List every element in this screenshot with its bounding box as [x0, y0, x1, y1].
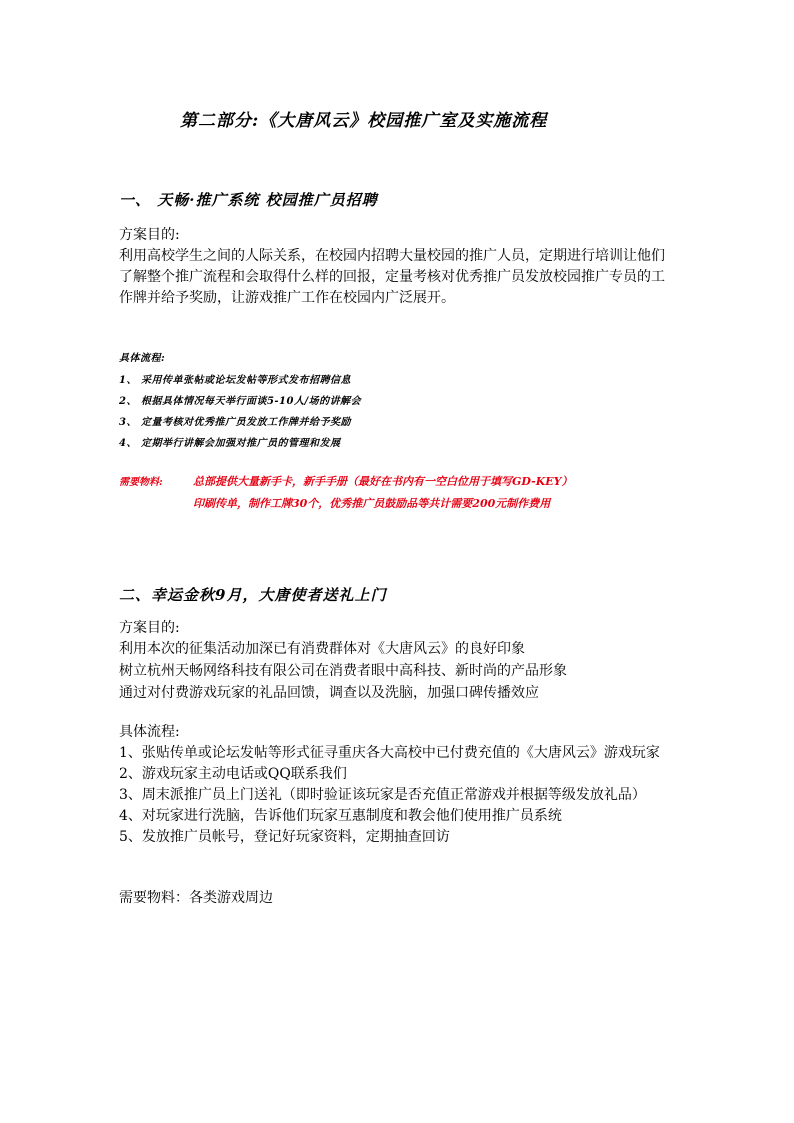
section1-process-item: 4、 定期举行讲解会加强对推广员的管理和发展	[119, 438, 341, 449]
section2-process-label: 具体流程:	[119, 724, 180, 740]
section2-heading: 二、幸运金秋9月，大唐使者送礼上门	[119, 586, 387, 604]
section2-goal-label: 方案目的:	[119, 620, 180, 636]
section1-materials-line: 总部提供大量新手卡，新手手册（最好在书内有一空白位用于填写GD-KEY）	[193, 475, 573, 488]
section1-process-label: 具体流程:	[119, 353, 166, 364]
section2-materials: 需要物料：各类游戏周边	[119, 890, 273, 906]
section2-process-item: 3、周末派推广员上门送礼（即时验证该玩家是否充值正常游戏并根据等级发放礼品）	[119, 787, 646, 803]
section1-process-item: 2、 根据具体情况每天举行面谈5-10人/场的讲解会	[119, 396, 362, 407]
section1-goal-label: 方案目的:	[119, 227, 180, 243]
section1-heading: 一、 天畅·推广系统 校园推广员招聘	[119, 191, 378, 209]
section1-process-item: 1、 采用传单张帖或论坛发帖等形式发布招聘信息	[119, 375, 351, 386]
section2-process-item: 2、游戏玩家主动电话或QQ联系我们	[119, 766, 347, 782]
section1-materials-line: 印刷传单，制作工牌30个，优秀推广员鼓励品等共计需要200元制作费用	[193, 497, 551, 510]
section1-materials-label: 需要物料:	[119, 477, 163, 488]
section2-process-item: 5、发放推广员帐号，登记好玩家资料，定期抽查回访	[119, 829, 450, 845]
section2-goal-line: 树立杭州天畅网络科技有限公司在消费者眼中高科技、新时尚的产品形象	[119, 663, 567, 679]
section1-goal-line: 作牌并给予奖励，让游戏推广工作在校园内广泛展开。	[119, 290, 455, 306]
section1-goal-line: 了解整个推广流程和会取得什么样的回报，定量考核对优秀推广员发放校园推广专员的工	[119, 269, 665, 285]
section2-goal-line: 通过对付费游戏玩家的礼品回馈，调查以及洗脑，加强口碑传播效应	[119, 685, 539, 701]
section2-process-item: 1、张贴传单或论坛发帖等形式征寻重庆各大高校中已付费充值的《大唐风云》游戏玩家	[119, 745, 660, 761]
section1-goal-line: 利用高校学生之间的人际关系，在校园内招聘大量校园的推广人员，定期进行培训让他们	[119, 248, 665, 264]
document-title: 第二部分:《大唐风云》校园推广室及实施流程	[180, 111, 548, 131]
section2-process-item: 4、对玩家进行洗脑，告诉他们玩家互惠制度和教会他们使用推广员系统	[119, 808, 562, 824]
section2-goal-line: 利用本次的征集活动加深已有消费群体对《大唐风云》的良好印象	[119, 641, 525, 657]
section1-process-item: 3、 定量考核对优秀推广员发放工作牌并给予奖励	[119, 417, 351, 428]
